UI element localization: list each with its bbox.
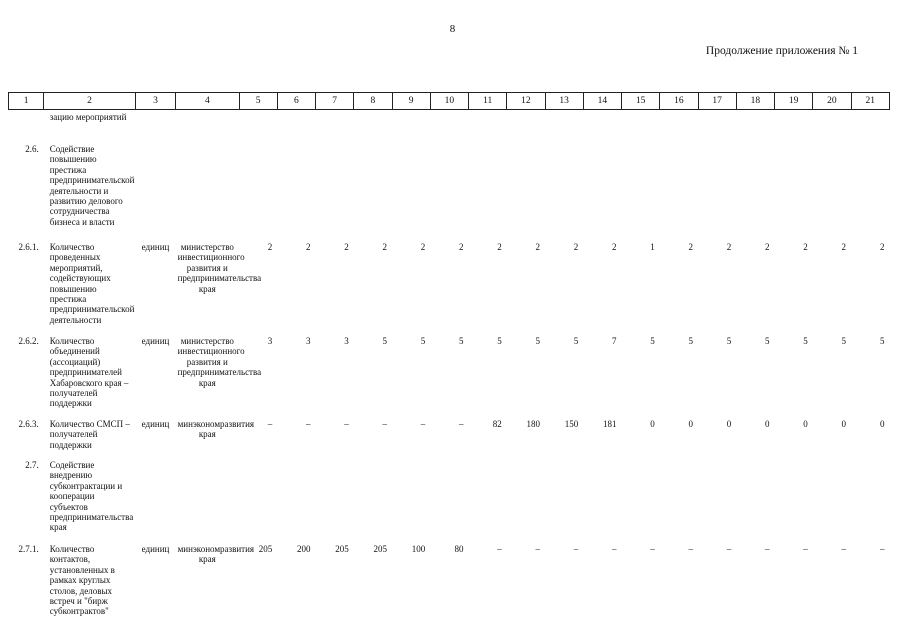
row-name: Количество проведенных мероприятий, содействующих повышению престижа предпринимательской деятельности (49, 242, 135, 325)
header-cell-5: 5 (239, 93, 277, 110)
row-value: – (459, 419, 464, 429)
row-value (736, 110, 774, 143)
row-value (622, 458, 660, 542)
row-value (622, 110, 660, 143)
row-value (660, 142, 698, 240)
row-organization: министерство инвестиционного развития и предпринимательства края (177, 242, 262, 294)
row-value: 2 (803, 242, 808, 252)
header-cell-12: 12 (507, 93, 545, 110)
row-organization: минэкономразвития края (177, 419, 255, 440)
row-value (469, 110, 507, 143)
row-value: – (420, 419, 426, 429)
row-value: 1 (650, 242, 655, 252)
table-row (9, 240, 890, 334)
row-value (775, 458, 813, 542)
row-value: 5 (497, 336, 502, 346)
header-cell-18: 18 (736, 93, 774, 110)
row-value (430, 458, 468, 542)
row-value (545, 110, 583, 143)
header-cell-19: 19 (775, 93, 813, 110)
row-value: 2 (688, 242, 694, 252)
row-value: 7 (612, 336, 617, 346)
row-value (316, 110, 354, 143)
table-row (9, 417, 890, 458)
header-cell-10: 10 (430, 93, 468, 110)
row-value: 0 (803, 419, 808, 429)
row-organization (176, 458, 239, 542)
row-value: 2 (459, 242, 464, 252)
row-value: – (535, 544, 541, 554)
row-value: – (306, 419, 311, 429)
continuation-title: Продолжение приложения № 1 (705, 45, 858, 57)
row-value (430, 110, 468, 143)
row-value (775, 142, 813, 240)
row-unit (135, 110, 175, 143)
row-value: – (573, 544, 579, 554)
row-name: зацию мероприятий (49, 112, 127, 122)
row-value (851, 142, 889, 240)
header-row (9, 93, 890, 110)
row-unit: единиц (141, 544, 170, 554)
row-value (277, 458, 315, 542)
row-organization: минэкономразвития края (177, 544, 255, 565)
row-value: 5 (650, 336, 655, 346)
row-value (392, 458, 430, 542)
row-value: 80 (454, 544, 464, 554)
row-value (583, 458, 621, 542)
row-organization (176, 142, 239, 240)
row-value: 5 (726, 336, 732, 346)
row-unit: единиц (141, 419, 170, 429)
row-value (239, 458, 277, 542)
row-value: – (841, 544, 847, 554)
header-cell-8: 8 (354, 93, 392, 110)
row-unit: единиц (141, 242, 170, 252)
row-value: 5 (688, 336, 694, 346)
row-code: 2.7. (25, 460, 39, 470)
row-value: 180 (526, 419, 541, 429)
row-value: 205 (258, 544, 273, 554)
row-value (316, 458, 354, 542)
table-row (9, 334, 890, 417)
row-value: 3 (267, 336, 273, 346)
row-value (277, 142, 315, 240)
row-value (430, 142, 468, 240)
data-table (8, 92, 890, 636)
row-value: 5 (459, 336, 464, 346)
header-cell-11: 11 (469, 93, 507, 110)
row-value: 3 (306, 336, 311, 346)
row-value (775, 110, 813, 143)
row-code: 2.6.1. (18, 242, 39, 252)
header-cell-3: 3 (135, 93, 175, 110)
row-value: 5 (880, 336, 885, 346)
header-cell-4: 4 (176, 93, 239, 110)
row-value (507, 458, 545, 542)
row-value (660, 110, 698, 143)
row-name: Количество объединений (ассоциаций) предпринимателей Хабаровского края – получателей поддержки (49, 336, 129, 409)
row-unit: единиц (141, 336, 170, 346)
row-value: – (497, 544, 502, 554)
header-cell-20: 20 (813, 93, 851, 110)
header-cell-2: 2 (44, 93, 136, 110)
row-value (622, 142, 660, 240)
row-value: – (726, 544, 732, 554)
row-unit (135, 458, 175, 542)
row-value (813, 110, 851, 143)
row-value: 181 (603, 419, 617, 429)
row-value (239, 110, 277, 143)
row-organization: министерство инвестиционного развития и предпринимательства края (177, 336, 262, 388)
row-value: – (267, 419, 273, 429)
row-value: 2 (880, 242, 885, 252)
header-cell-16: 16 (660, 93, 698, 110)
header-cell-7: 7 (316, 93, 354, 110)
row-value: – (688, 544, 694, 554)
row-value (660, 458, 698, 542)
row-value: 100 (411, 544, 426, 554)
header-cell-1: 1 (9, 93, 44, 110)
row-value: 5 (841, 336, 847, 346)
row-code: 2.7.1. (18, 544, 39, 554)
table-row (9, 458, 890, 542)
row-value (736, 142, 774, 240)
row-value (354, 110, 392, 143)
row-value: 0 (688, 419, 694, 429)
row-value: 2 (497, 242, 502, 252)
row-value (583, 142, 621, 240)
row-value: – (803, 544, 808, 554)
row-value: 2 (420, 242, 426, 252)
row-value: 2 (344, 242, 349, 252)
row-value: 150 (564, 419, 579, 429)
header-cell-6: 6 (277, 93, 315, 110)
row-value (545, 142, 583, 240)
row-value (277, 110, 315, 143)
row-value: 82 (492, 419, 502, 429)
row-value (698, 142, 736, 240)
row-value (851, 458, 889, 542)
row-value: – (880, 544, 885, 554)
row-value: 0 (880, 419, 885, 429)
row-code: 2.6.2. (18, 336, 39, 346)
row-value (392, 142, 430, 240)
header-cell-14: 14 (583, 93, 621, 110)
row-value: 5 (803, 336, 808, 346)
row-name: Содействие внедрению субконтрактации и кооперации субъектов предпринимательства края (49, 460, 134, 533)
row-value (736, 458, 774, 542)
row-value: – (765, 544, 770, 554)
row-value (813, 458, 851, 542)
row-value (698, 110, 736, 143)
row-value: 2 (765, 242, 770, 252)
row-value (392, 110, 430, 143)
row-value: 3 (344, 336, 349, 346)
table-row (9, 542, 890, 636)
row-value: 2 (382, 242, 388, 252)
row-value: 200 (297, 544, 311, 554)
row-value (583, 110, 621, 143)
table-row (9, 110, 890, 143)
row-value (545, 458, 583, 542)
row-value: 2 (267, 242, 273, 252)
header-cell-15: 15 (622, 93, 660, 110)
row-value: 2 (306, 242, 311, 252)
row-code (9, 110, 44, 143)
row-code: 2.6. (25, 144, 39, 154)
row-value: 2 (573, 242, 579, 252)
row-value (698, 458, 736, 542)
row-organization (176, 110, 239, 143)
row-value: 2 (726, 242, 732, 252)
row-value (469, 458, 507, 542)
row-value: – (612, 544, 617, 554)
row-name: Количество СМСП – получателей поддержки (49, 419, 130, 450)
row-value (813, 142, 851, 240)
row-value (239, 142, 277, 240)
row-value: 0 (726, 419, 732, 429)
header-cell-17: 17 (698, 93, 736, 110)
table-row (9, 142, 890, 240)
row-value: 5 (573, 336, 579, 346)
header-cell-9: 9 (392, 93, 430, 110)
row-value: 0 (841, 419, 847, 429)
row-value: 5 (765, 336, 770, 346)
row-value (851, 110, 889, 143)
row-value (507, 110, 545, 143)
row-value: 205 (335, 544, 349, 554)
row-code: 2.6.3. (18, 419, 39, 429)
row-unit (135, 142, 175, 240)
row-value: 2 (535, 242, 541, 252)
row-name: Количество контактов, установленных в рамках круглых столов, деловых встреч и "бирж субконтрактов" (49, 544, 115, 617)
row-value: 5 (382, 336, 388, 346)
row-value: – (650, 544, 655, 554)
row-value: 0 (650, 419, 655, 429)
row-value: 2 (612, 242, 617, 252)
header-cell-21: 21 (851, 93, 889, 110)
row-value: 205 (373, 544, 388, 554)
row-value (354, 458, 392, 542)
row-value: 2 (841, 242, 847, 252)
row-value: – (344, 419, 349, 429)
header-cell-13: 13 (545, 93, 583, 110)
row-value (316, 142, 354, 240)
row-name: Содействие повышению престижа предпринимательской деятельности и развитию делового сотрудничества бизнеса и власти (49, 144, 135, 227)
row-value (469, 142, 507, 240)
row-value: 0 (765, 419, 770, 429)
row-value: 5 (420, 336, 426, 346)
row-value (507, 142, 545, 240)
row-value (354, 142, 392, 240)
page-number: 8 (449, 23, 456, 35)
row-value: 5 (535, 336, 541, 346)
row-value: – (382, 419, 388, 429)
